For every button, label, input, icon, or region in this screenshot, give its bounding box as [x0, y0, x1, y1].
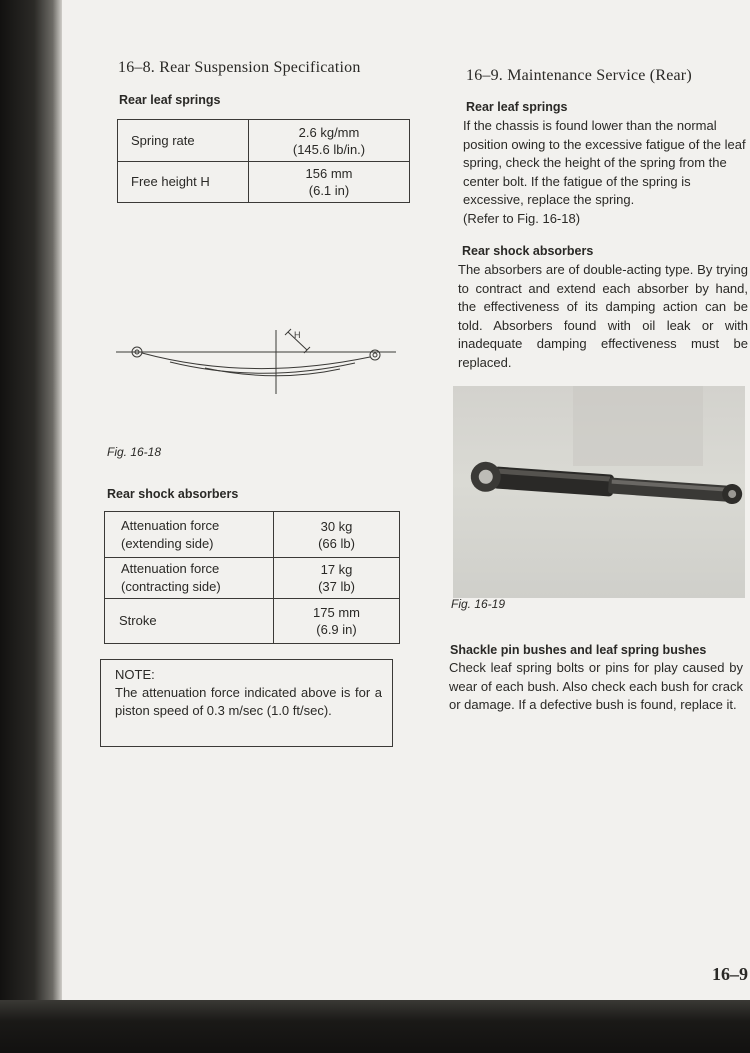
stroke-label: Stroke: [105, 599, 274, 644]
section-title-specification: 16–8. Rear Suspension Specification: [118, 59, 361, 76]
table-row: [118, 120, 410, 162]
shock-absorber-photo: [453, 386, 745, 598]
contracting-force-metric: 17 kg: [320, 562, 353, 577]
table-row: [105, 599, 400, 644]
rear-eye-inner: [373, 353, 377, 357]
free-height-label: Free height H: [118, 162, 249, 203]
extending-force-label: [105, 512, 274, 558]
maintenance-shock-heading: Rear shock absorbers: [462, 244, 594, 258]
contracting-force-value: [274, 558, 400, 599]
maintenance-leaf-text: [463, 117, 747, 243]
page-bottom-edge: [0, 1000, 750, 1053]
spring-rate-label: Spring rate: [118, 120, 249, 162]
leaf-text-content: If the chassis is found lower than the normal position owing to the excessive fatigue of the leaf spring, check the height of the spring from the center bolt. If the fatigue of the spring is excessive, replace the spring.: [463, 118, 746, 207]
spring-rate-value: [249, 120, 410, 162]
free-height-value: [249, 162, 410, 203]
leaf-reference: (Refer to Fig. 16-18): [463, 210, 581, 226]
free-height-metric: 156 mm: [305, 166, 353, 181]
maintenance-leaf-heading: Rear leaf springs: [466, 100, 568, 114]
page-number: 16–9: [712, 964, 748, 984]
note-text: The attenuation force indicated above is for a piston speed of 0.3 m/sec (1.0 ft/sec).: [115, 685, 382, 718]
book-spine-shadow: [0, 0, 62, 1053]
manual-page: [62, 0, 750, 1000]
leaf-spring-spec-table: [117, 119, 410, 203]
extending-force-imperial: (66 lb): [318, 535, 355, 551]
extending-force-metric: 30 kg: [320, 518, 353, 534]
note-box: [100, 659, 393, 747]
contracting-force-label-line1: Attenuation force: [121, 561, 220, 576]
free-height-imperial: (6.1 in): [308, 183, 350, 198]
leaf-spring-diagram: [110, 322, 410, 402]
note-title: NOTE:: [115, 667, 155, 682]
spring-rate-metric: 2.6 kg/mm: [298, 124, 360, 140]
section-title-maintenance: 16–9. Maintenance Service (Rear): [466, 67, 692, 84]
contracting-force-label: [105, 558, 274, 599]
rear-shock-absorbers-heading: Rear shock absorbers: [107, 487, 239, 501]
main-leaf: [142, 353, 370, 369]
table-row: [105, 512, 400, 558]
stroke-value: [274, 599, 400, 644]
fig-16-18-caption: Fig. 16-18: [107, 445, 162, 459]
extending-force-label-line1: Attenuation force: [121, 517, 220, 533]
fig-16-19-caption: Fig. 16-19: [451, 597, 506, 611]
maintenance-shock-text: The absorbers are of double-acting type. By trying to contract and extend each absorber by hand, the effectiveness of its damping action can be told. Absorbers found with oil leak or with inadequate damping effectiveness must be replaced.: [458, 262, 748, 370]
extending-force-label-line2: (extending side): [121, 535, 214, 551]
rear-leaf-springs-heading: Rear leaf springs: [119, 93, 221, 107]
extending-force-value: [274, 512, 400, 558]
contracting-force-label-line2: (contracting side): [121, 579, 221, 594]
bushes-text: Check leaf spring bolts or pins for play caused by wear of each bush. Also check each bush for crack or damage. If a defective bush is found, replace it.: [449, 660, 743, 712]
background-shadow: [573, 386, 703, 466]
shock-absorber-spec-table: [104, 511, 400, 644]
bushes-heading: Shackle pin bushes and leaf spring bushes: [450, 643, 707, 657]
stroke-metric: 175 mm: [313, 605, 360, 620]
stroke-imperial: (6.9 in): [316, 622, 357, 637]
spring-rate-imperial: (145.6 lb/in.): [292, 141, 366, 157]
shock-absorber-drawing: [453, 386, 745, 598]
contracting-force-imperial: (37 lb): [318, 579, 355, 594]
table-row: [105, 558, 400, 599]
height-label-h: H: [294, 330, 301, 340]
table-row: [118, 162, 410, 203]
